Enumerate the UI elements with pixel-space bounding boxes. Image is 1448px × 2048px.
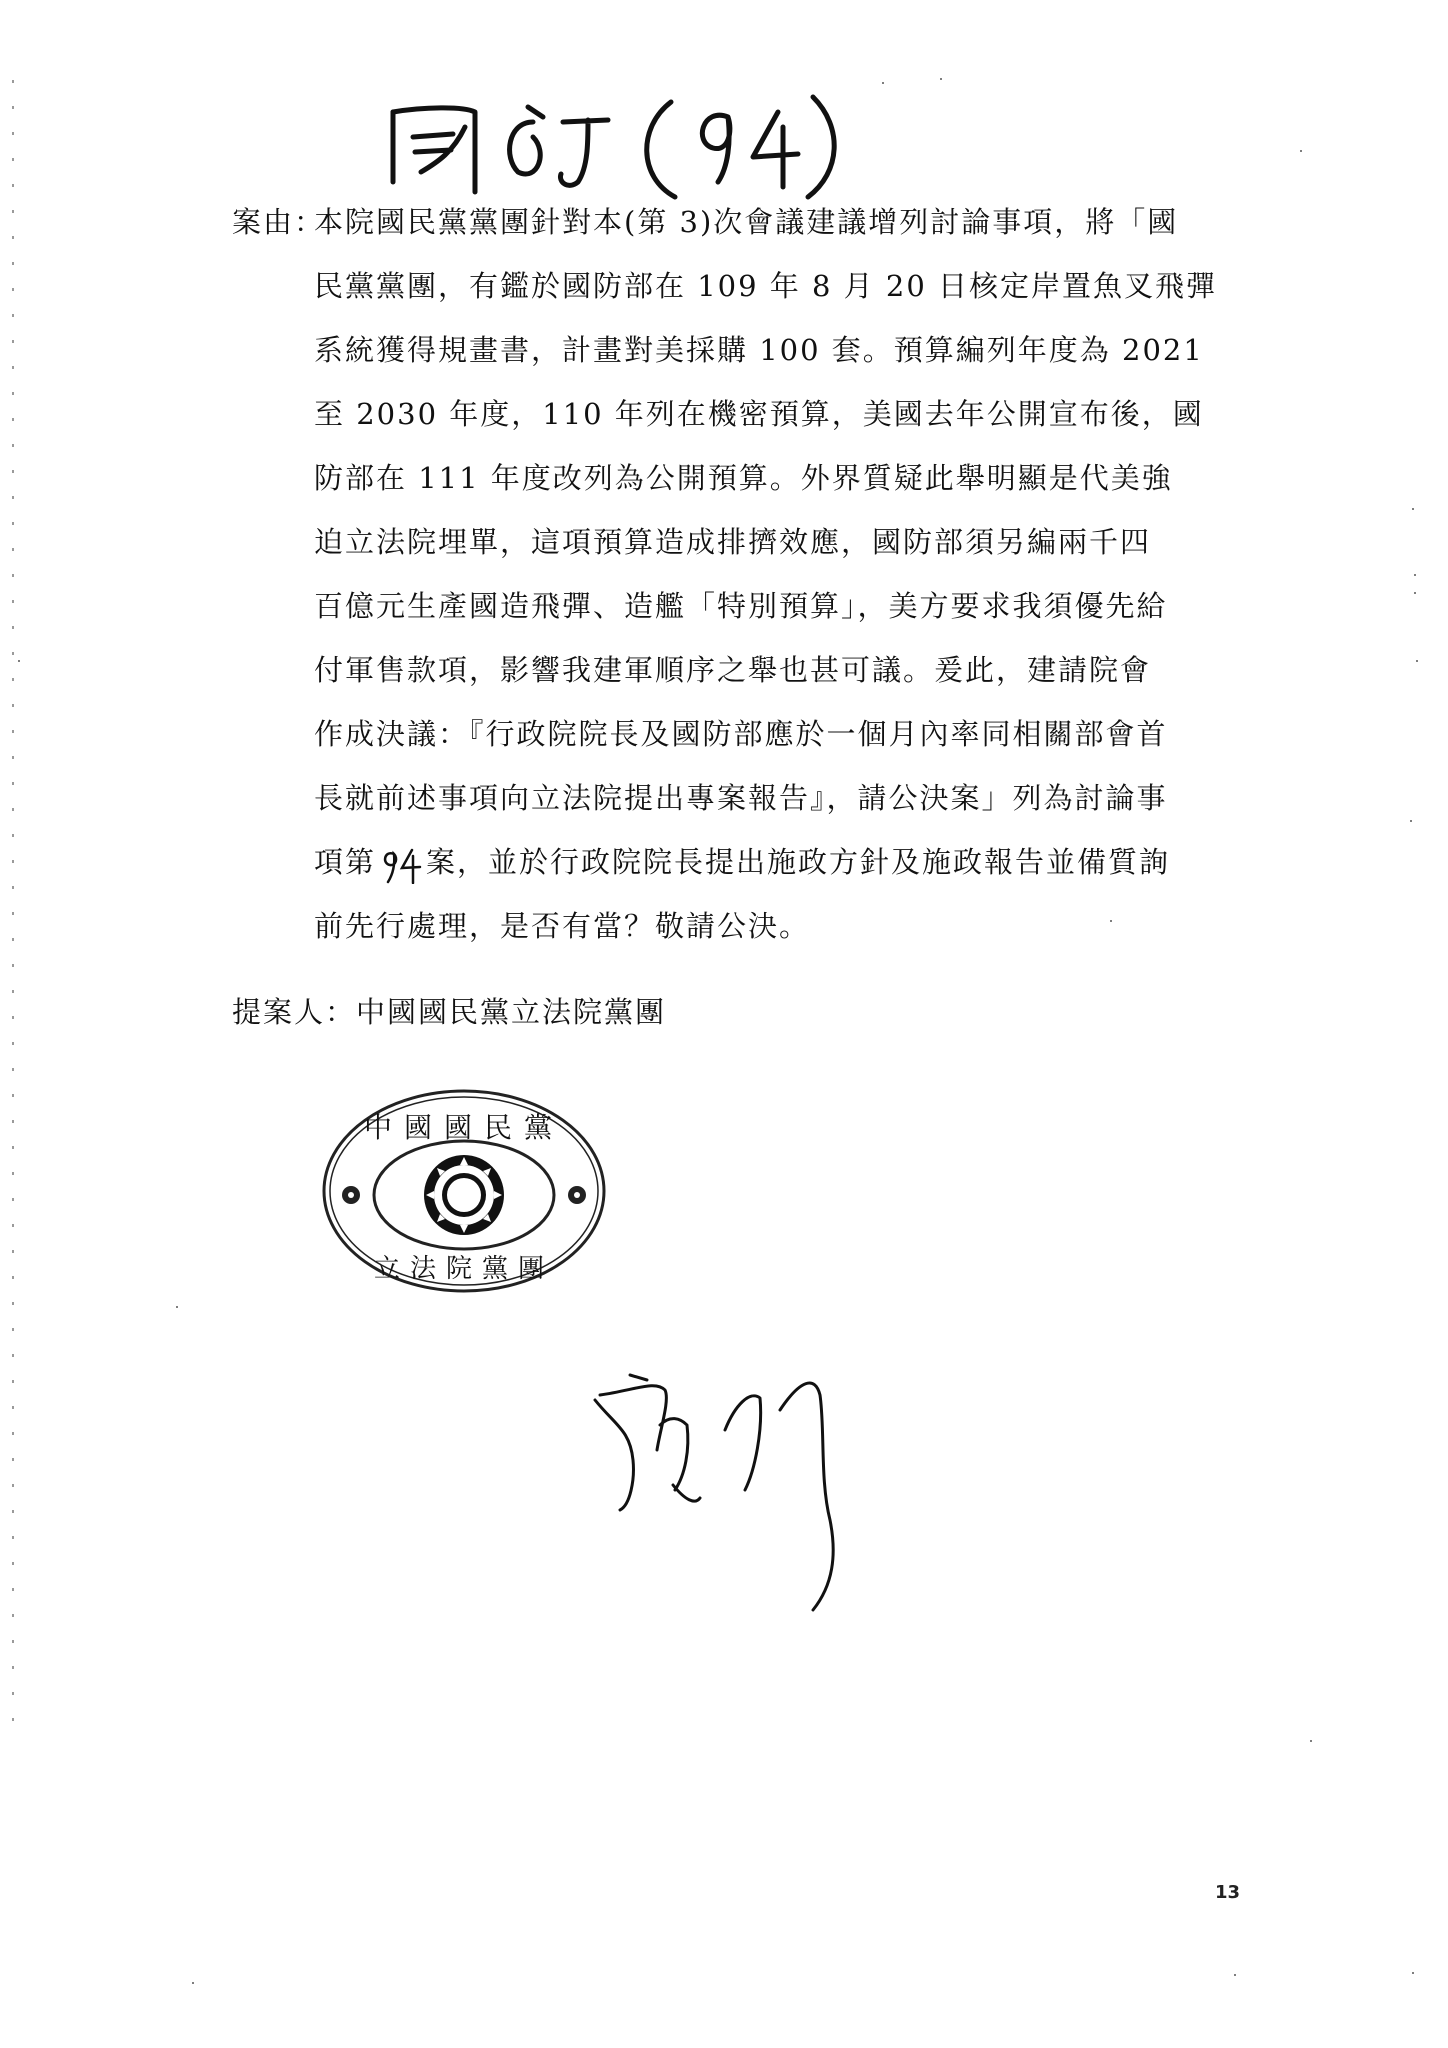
scan-speck	[1412, 1972, 1414, 1974]
scan-speck	[176, 1306, 178, 1308]
scan-speck	[1414, 574, 1416, 576]
case-line: 防部在 111 年度改列為公開預算。外界質疑此舉明顯是代美強	[314, 461, 1173, 495]
case-line-text: 案，並於行政院院長提出施政方針及施政報告並備質詢	[426, 845, 1171, 879]
scan-speck	[1234, 1974, 1236, 1976]
handwritten-header-mark	[383, 82, 843, 202]
scan-speck	[882, 82, 884, 84]
case-line: 付軍售款項，影響我建軍順序之舉也甚可議。爰此，建請院會	[314, 653, 1152, 687]
scan-speck	[940, 78, 942, 80]
page-number: 13	[1215, 1882, 1241, 1903]
scan-speck	[1300, 150, 1302, 152]
case-line: 迫立法院埋單，這項預算造成排擠效應，國防部須另編兩千四	[314, 525, 1152, 559]
scan-speck	[1410, 820, 1412, 822]
case-line	[314, 840, 1170, 884]
scan-speck	[192, 1982, 194, 1984]
party-seal-stamp	[318, 1085, 610, 1297]
scan-speck	[1110, 920, 1112, 922]
case-line: 百億元生產國造飛彈、造艦「特別預算」，美方要求我須優先給	[314, 589, 1168, 623]
case-label: 案由：	[232, 205, 326, 239]
scan-speck	[18, 660, 20, 662]
seal-top-text: 中國國民黨	[363, 1111, 565, 1144]
case-line-text: 項第	[314, 845, 377, 879]
case-line: 前先行處理，是否有當？敬請公決。	[314, 909, 811, 943]
proposer-line	[232, 990, 666, 1034]
case-line: 長就前述事項向立法院提出專案報告』，請公決案」列為討論事	[314, 781, 1168, 815]
case-line: 民黨黨團，有鑑於國防部在 109 年 8 月 20 日核定岸置魚叉飛彈	[314, 269, 1218, 303]
seal-bottom-text: 立法院黨團	[373, 1254, 555, 1284]
proposer-label: 提案人：	[232, 995, 357, 1029]
scan-speck	[1310, 1740, 1312, 1742]
proposer-name: 中國國民黨立法院黨團	[356, 995, 667, 1029]
scan-speck	[1414, 592, 1416, 594]
handwritten-signature	[575, 1370, 855, 1630]
case-line: 作成決議：『行政院院長及國防部應於一個月內率同相關部會首	[314, 717, 1168, 751]
case-line: 至 2030 年度，110 年列在機密預算，美國去年公開宣布後，國	[314, 397, 1204, 431]
handwritten-case-number-mark	[378, 844, 424, 884]
scan-speck	[1412, 508, 1414, 510]
case-line: 本院國民黨黨團針對本(第 3)次會議建議增列討論事項，將「國	[314, 205, 1179, 239]
scan-speck	[1416, 660, 1418, 662]
scan-edge-marks	[12, 80, 14, 1730]
case-line: 系統獲得規畫書，計畫對美採購 100 套。預算編列年度為 2021	[314, 333, 1204, 367]
